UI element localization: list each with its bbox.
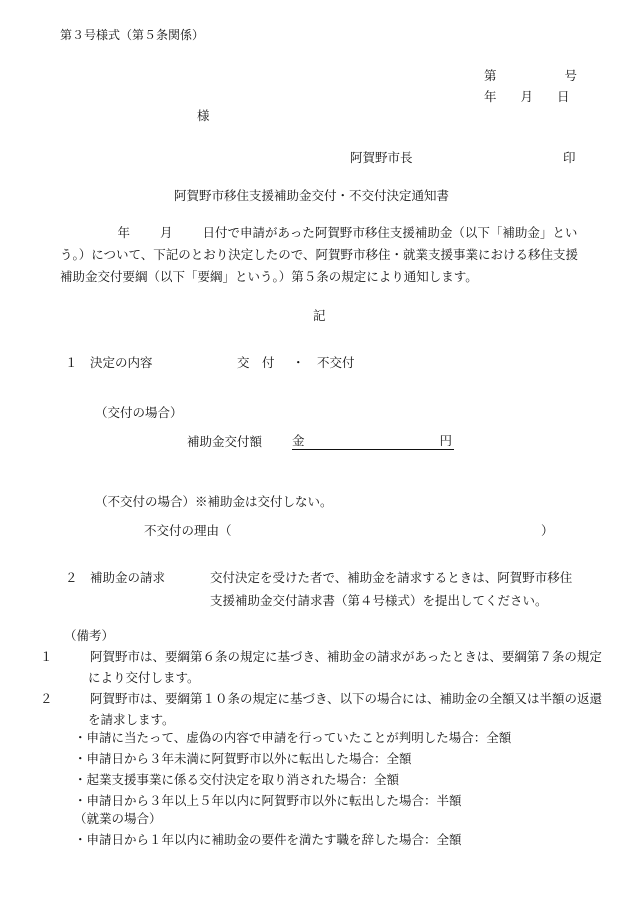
seal-mark: 印 bbox=[563, 150, 576, 165]
nongrant-reason-close: ） bbox=[541, 523, 554, 538]
document-number bbox=[484, 68, 577, 84]
remark-subheading: （就業の場合） bbox=[74, 811, 162, 826]
kin-label: 金 bbox=[292, 433, 305, 448]
option-separator: ・ bbox=[292, 355, 305, 370]
option-nongrant: 不交付 bbox=[317, 355, 355, 370]
remarks-heading: （備考） bbox=[64, 628, 115, 643]
document-title: 阿賀野市移住支援補助金交付・不交付決定通知書 bbox=[174, 188, 450, 203]
form-label: 第３号様式（第５条関係） bbox=[60, 28, 205, 42]
intro-year: 年 bbox=[117, 225, 131, 240]
remark-bullet: ・起業支援事業に係る交付決定を取り消された場合：全額 bbox=[74, 772, 400, 787]
remark-item-2 bbox=[40, 688, 606, 730]
remark-item-number: １ bbox=[40, 649, 53, 664]
remark-bullet: ・申請日から１年以内に補助金の要件を満たす職を辞した場合：全額 bbox=[74, 832, 462, 847]
number-go: 号 bbox=[564, 68, 578, 83]
date-year: 年 bbox=[484, 89, 497, 104]
ki-heading: 記 bbox=[313, 308, 326, 323]
intro-paragraph bbox=[60, 222, 580, 288]
date-day: 日 bbox=[557, 89, 570, 104]
nongrant-reason-label: 不交付の理由（ bbox=[144, 523, 232, 538]
nongrant-case-heading: （不交付の場合）※補助金は交付しない。 bbox=[95, 494, 333, 509]
intro-text: 日付で申請があった阿賀野市移住支援補助金（以下「補助金」という。）について、下記のとおり決定したので、阿賀野市移住・就業支援事業における移住支援補助金交付要綱（以下「要綱」という。）第５条の規定により通知します。 bbox=[60, 225, 579, 284]
remark-bullet: ・申請に当たって、虚偽の内容で申請を行っていたことが判明した場合：全額 bbox=[74, 730, 512, 745]
date-month: 月 bbox=[520, 89, 534, 104]
yen-label: 円 bbox=[439, 433, 452, 448]
section1-number: １ bbox=[65, 355, 78, 370]
grant-case-heading: （交付の場合） bbox=[95, 405, 183, 420]
document-date bbox=[484, 89, 570, 105]
remark-bullet: ・申請日から３年未満に阿賀野市以外に転出した場合：全額 bbox=[74, 751, 412, 766]
issuer-name: 阿賀野市長 bbox=[350, 150, 413, 165]
grant-amount-field bbox=[292, 433, 454, 450]
remark-item-text: 阿賀野市は、要綱第６条の規定に基づき、補助金の請求があったときは、要綱第７条の規定により交付します。 bbox=[88, 649, 602, 685]
remark-item-text: 阿賀野市は、要綱第１０条の規定に基づき、以下の場合には、補助金の全額又は半額の返還を請求します。 bbox=[88, 691, 603, 727]
remark-item-1 bbox=[40, 646, 606, 688]
remark-bullet: ・申請日から３年以上５年以内に阿賀野市以外に転出した場合：半額 bbox=[74, 793, 462, 808]
option-grant: 交 付 bbox=[237, 355, 275, 370]
number-dai: 第 bbox=[484, 68, 497, 83]
section1-label: 決定の内容 bbox=[90, 355, 153, 370]
recipient-suffix: 様 bbox=[197, 108, 210, 123]
grant-amount-label: 補助金交付額 bbox=[187, 434, 263, 449]
section2-text-content: 交付決定を受けた者で、補助金を請求するときは、阿賀野市移住支援補助金交付請求書（第４号様式）を提出してください。 bbox=[210, 570, 573, 608]
intro-month: 月 bbox=[160, 225, 173, 240]
section2-label: 補助金の請求 bbox=[90, 570, 166, 585]
section2-text bbox=[210, 566, 582, 612]
remark-item-number: ２ bbox=[40, 691, 53, 706]
section2-number: ２ bbox=[65, 570, 78, 585]
